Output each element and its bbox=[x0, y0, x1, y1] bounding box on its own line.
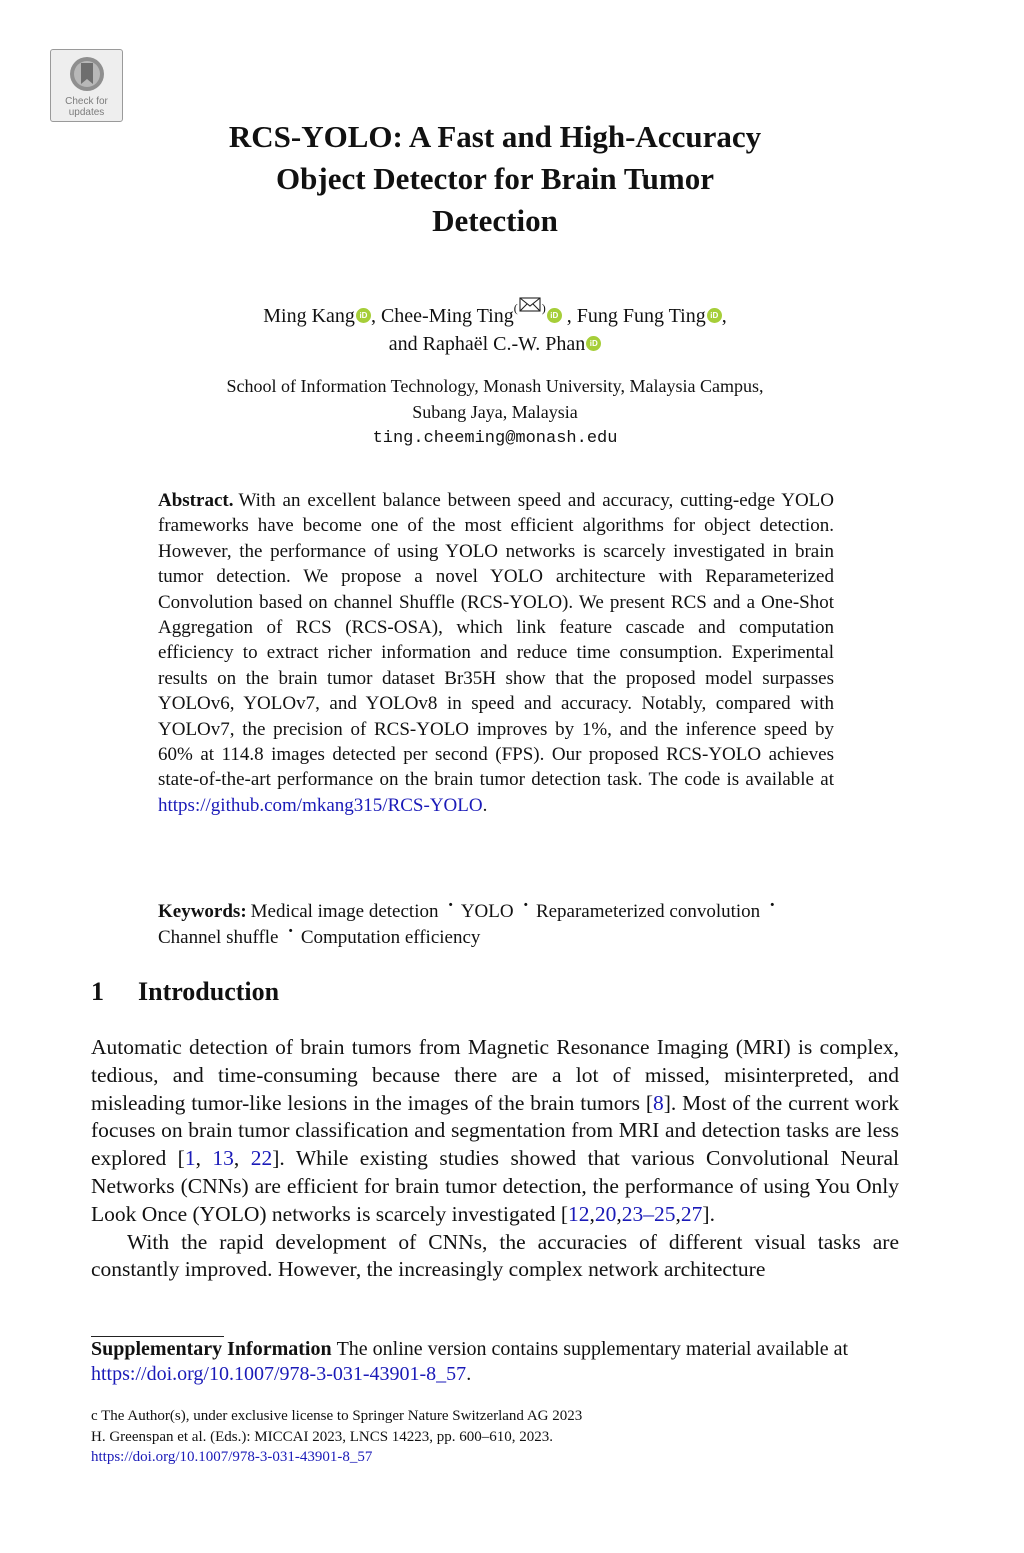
title-line-3: Detection bbox=[432, 203, 558, 238]
abstract-text: With an excellent balance between speed and accuracy, cutting-edge YOLO frameworks have become one of the most efficient algorithms for object detection. However, the performance of using YOLO networks is scarcely investigated in brain tumor detection. We propose a novel YOLO architecture with Reparameterized Convolution based on channel Shuffle (RCS-YOLO). We present RCS and a One-Shot Aggregation of RCS (RCS-OSA), which link feature cascade and computation efficiency to extract richer information and reduce time consumption. Experimental results on the brain tumor dataset Br35H show that the proposed model surpasses YOLOv6, YOLOv7, and YOLOv8 in speed and accuracy. Notably, compared with YOLOv7, the precision of RCS-YOLO improves by 1%, and the inference speed by 60% at 114.8 images detected per second (FPS). Our proposed RCS-YOLO achieves state-of-the-art performance on the brain tumor detection task. The code is available at bbox=[158, 490, 834, 791]
citation-link[interactable]: 22 bbox=[250, 1146, 273, 1171]
keyword-separator: · bbox=[447, 895, 454, 916]
citation-link[interactable]: 20 bbox=[594, 1201, 617, 1226]
keyword-separator: · bbox=[522, 895, 529, 916]
citation-link[interactable]: 13 bbox=[212, 1146, 234, 1171]
orcid-icon[interactable] bbox=[707, 308, 722, 323]
intro-paragraph-1: Automatic detection of brain tumors from Magnetic Resonance Imaging (MRI) is complex, tedious, and time-consuming because there are a lot of missed, misinterpreted, and misleading tumor-like lesions in the images of the brain tumors [8]. Most of the current work focuses on brain tumor classification and segmentation from MRI and detection tasks are less explored [1, 13, 22]. While existing studies showed that various Convolutional Neural Networks (CNNs) are efficient for brain tumor detection, the performance of using You Only Look Once (YOLO) networks is scarcely investigated [12,20,23–25,27]. bbox=[91, 1035, 900, 1226]
supplementary-link[interactable]: https://doi.org/10.1007/978-3-031-43901-8_57 bbox=[91, 1363, 467, 1385]
keyword: Medical image detection bbox=[250, 901, 439, 922]
citation-link[interactable]: 23–25 bbox=[621, 1201, 676, 1226]
footnote-text: The online version contains supplementary material available at bbox=[336, 1338, 849, 1360]
keyword: Reparameterized convolution bbox=[535, 901, 761, 922]
title-line-2: Object Detector for Brain Tumor bbox=[276, 161, 714, 196]
citation-link[interactable]: 1 bbox=[184, 1146, 196, 1171]
orcid-icon[interactable] bbox=[547, 308, 562, 323]
section-number: 1 bbox=[91, 977, 104, 1006]
keyword: Channel shuffle bbox=[158, 927, 279, 948]
keyword: Computation efficiency bbox=[300, 927, 481, 948]
affiliation-line-2: Subang Jaya, Malaysia bbox=[412, 402, 578, 422]
abstract: Abstract. With an excellent balance between speed and accuracy, cutting-edge YOLO frameworks have become one of the most efficient algorithms for object detection. However, the performance of using YOLO networks is scarcely investigated in brain tumor detection. We propose a novel YOLO architecture with Reparameterized Convolution based on channel Shuffle (RCS-YOLO). We present RCS and a One-Shot Aggregation of RCS (RCS-OSA), which link feature cascade and computation efficiency to extract richer information and reduce time consumption. Experimental results on the brain tumor dataset Br35H show that the proposed model surpasses YOLOv6, YOLOv7, and YOLOv8 in speed and accuracy. Notably, compared with YOLOv7, the precision of RCS-YOLO improves by 1%, and the inference speed by 60% at 114.8 images detected per second (FPS). Our proposed RCS-YOLO achieves state-of-the-art performance on the brain tumor detection task. The code is available at https://github.com/mkang315/RCS-YOLO. bbox=[158, 490, 834, 816]
check-for-updates-badge[interactable] bbox=[50, 49, 123, 122]
citation-link[interactable]: 12 bbox=[568, 1201, 590, 1226]
author-name: Chee-Ming Ting bbox=[380, 305, 514, 327]
citation-link[interactable]: 27 bbox=[680, 1201, 703, 1226]
contact-email[interactable]: ting.cheeming@monash.edu bbox=[372, 429, 618, 448]
keyword: YOLO bbox=[460, 901, 514, 922]
section-heading bbox=[91, 974, 279, 1010]
editors-line: H. Greenspan et al. (Eds.): MICCAI 2023, LNCS 14223, pp. 600–610, 2023. bbox=[91, 1428, 554, 1445]
abstract-label: Abstract. bbox=[158, 490, 234, 511]
envelope-icon bbox=[519, 297, 541, 312]
copyright-line: c The Author(s), under exclusive license to Springer Nature Switzerland AG 2023 bbox=[91, 1408, 583, 1424]
paper-title bbox=[150, 116, 840, 242]
orcid-icon[interactable] bbox=[356, 308, 371, 323]
title-line-1: RCS-YOLO: A Fast and High-Accuracy bbox=[228, 119, 762, 154]
publication-info bbox=[91, 1406, 899, 1468]
footnote-label: Supplementary Information bbox=[91, 1338, 332, 1360]
affiliation-line-1: School of Information Technology, Monash University, Malaysia Campus, bbox=[226, 376, 764, 396]
badge-line-2: updates bbox=[68, 107, 105, 118]
keywords bbox=[158, 895, 834, 951]
author-name: Fung Fung Ting bbox=[576, 305, 706, 327]
supplementary-footnote: Supplementary Information The online version contains supplementary material available at https://doi.org/10.1007/978-3-031-43901-8_57. bbox=[91, 1338, 849, 1385]
author-name: Ming Kang bbox=[263, 305, 355, 327]
keyword-separator: · bbox=[769, 895, 776, 916]
affiliation bbox=[110, 373, 880, 425]
badge-line-1: Check for bbox=[65, 96, 108, 107]
author-name: Raphaël C.-W. Phan bbox=[422, 333, 586, 355]
code-link[interactable]: https://github.com/mkang315/RCS-YOLO bbox=[158, 794, 483, 816]
intro-body bbox=[91, 1034, 899, 1284]
keywords-label: Keywords: bbox=[158, 901, 247, 922]
intro-paragraph-2: With the rapid development of CNNs, the accuracies of different visual tasks are constantly improved. However, the increasingly complex network architecture bbox=[91, 1229, 899, 1282]
author-list: Ming KangiD , Chee-Ming Ting( )iD , Fung Fung TingiD , and Raphaël C.-W. PhaniD bbox=[150, 294, 840, 358]
doi-link[interactable]: https://doi.org/10.1007/978-3-031-43901-8_57 bbox=[91, 1449, 373, 1465]
keyword-separator: · bbox=[287, 921, 294, 942]
citation-link[interactable]: 8 bbox=[653, 1090, 664, 1115]
section-title: Introduction bbox=[138, 977, 280, 1006]
bookmark-icon bbox=[67, 54, 107, 96]
orcid-icon[interactable] bbox=[586, 336, 601, 351]
